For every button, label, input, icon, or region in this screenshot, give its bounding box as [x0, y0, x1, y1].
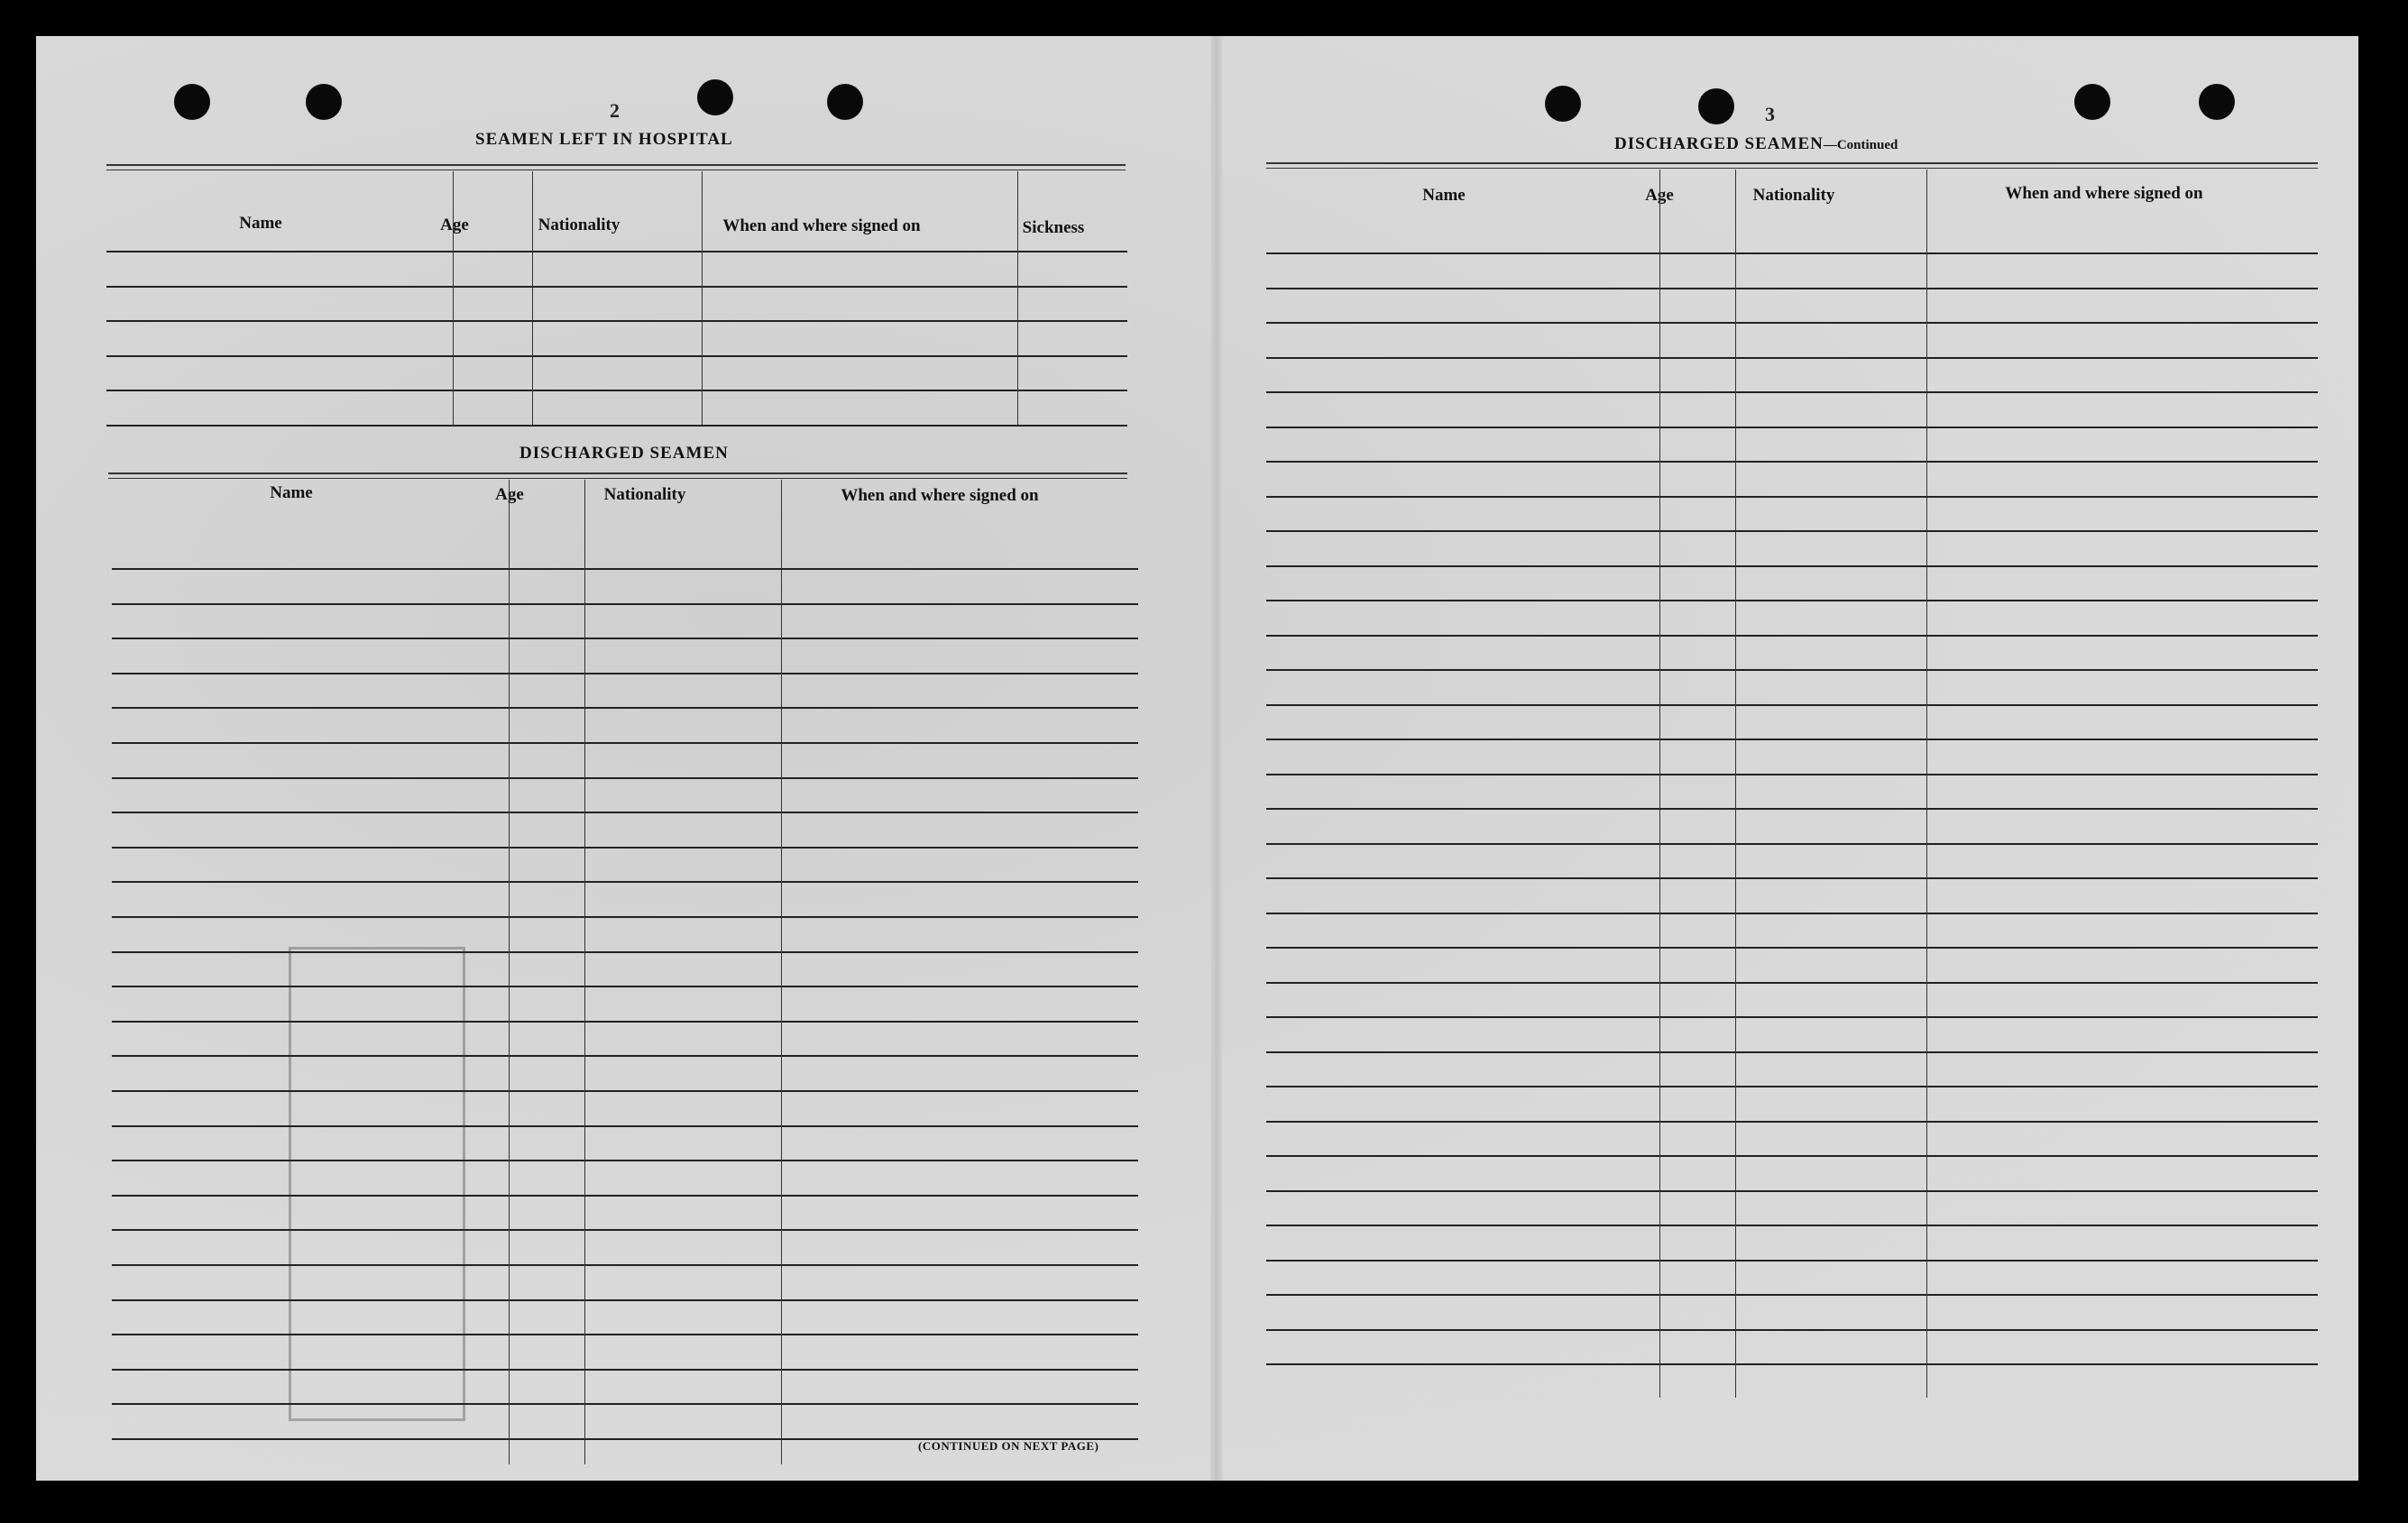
row-line	[106, 320, 1127, 322]
row-line	[106, 286, 1127, 288]
column-line	[453, 171, 454, 426]
punch-hole	[306, 84, 342, 120]
column-header-name: Name	[270, 483, 313, 502]
hospital-section-title: SEAMEN LEFT IN HOSPITAL	[475, 130, 733, 149]
punch-hole	[1545, 86, 1581, 122]
row-line	[1266, 669, 2318, 671]
row-line	[112, 603, 1138, 605]
row-line	[106, 355, 1127, 357]
row-line	[112, 1090, 1138, 1092]
right-section-title-text: DISCHARGED SEAMEN	[1614, 134, 1824, 153]
row-line	[1266, 1260, 2318, 1262]
row-line	[1266, 774, 2318, 775]
left-page-number: 2	[610, 99, 620, 122]
continued-note: (CONTINUED ON NEXT PAGE)	[918, 1439, 1099, 1453]
row-line	[1266, 1190, 2318, 1192]
row-line	[112, 951, 1138, 953]
row-line	[112, 1125, 1138, 1127]
row-line	[1266, 1329, 2318, 1331]
row-line	[112, 1055, 1138, 1057]
column-line	[532, 171, 533, 426]
row-line	[1266, 877, 2318, 879]
row-line	[1266, 461, 2318, 463]
row-line	[1266, 357, 2318, 359]
column-line	[1735, 170, 1736, 1398]
ledger-sheet	[36, 36, 2358, 1481]
row-line	[112, 1160, 1138, 1161]
row-line	[1266, 1363, 2318, 1365]
row-line	[1266, 427, 2318, 428]
column-header-sickness: Sickness	[1022, 218, 1085, 237]
column-header-age: Age	[440, 216, 469, 234]
discharged-section-title: DISCHARGED SEAMEN	[519, 444, 729, 463]
punch-hole	[1698, 88, 1734, 124]
row-line	[112, 742, 1138, 744]
discharged-table-right	[1266, 170, 2318, 1398]
row-line	[1266, 1016, 2318, 1018]
column-header-nationality: Nationality	[1752, 186, 1835, 205]
row-line	[1266, 530, 2318, 532]
column-header-nationality: Nationality	[603, 485, 686, 504]
row-line	[1266, 322, 2318, 324]
row-line	[112, 1021, 1138, 1023]
row-line	[112, 1195, 1138, 1197]
row-line	[1266, 982, 2318, 984]
row-line	[112, 1334, 1138, 1335]
column-line	[1926, 170, 1927, 1398]
row-line	[1266, 843, 2318, 845]
row-line	[1266, 1225, 2318, 1226]
row-line	[1266, 739, 2318, 740]
row-line	[112, 881, 1138, 883]
row-line	[1266, 1051, 2318, 1053]
hospital-table	[106, 171, 1127, 426]
column-line	[702, 171, 703, 426]
column-header-name: Name	[239, 214, 282, 233]
row-line	[1266, 1294, 2318, 1296]
row-line	[1266, 391, 2318, 393]
row-line	[106, 251, 1127, 252]
row-line	[1266, 496, 2318, 498]
title-rule	[108, 472, 1127, 474]
right-section-title	[1614, 134, 1898, 154]
discharged-table-left	[112, 480, 1138, 1464]
row-line	[112, 1403, 1138, 1405]
column-header-signed-on: When and where signed on	[841, 486, 1039, 505]
column-line	[781, 480, 782, 1464]
row-line	[1266, 913, 2318, 914]
column-line	[584, 480, 585, 1464]
row-line	[112, 777, 1138, 779]
row-line	[112, 1369, 1138, 1371]
row-line	[1266, 635, 2318, 637]
row-line	[112, 1299, 1138, 1301]
punch-hole	[174, 84, 210, 120]
column-line	[1659, 170, 1660, 1398]
row-line	[1266, 288, 2318, 289]
column-line	[509, 480, 510, 1464]
row-line	[112, 847, 1138, 849]
row-line	[112, 638, 1138, 639]
punch-hole	[697, 79, 733, 115]
title-rule	[1266, 162, 2318, 164]
row-line	[112, 1229, 1138, 1231]
punch-hole	[827, 84, 863, 120]
title-rule	[106, 164, 1126, 166]
page-fold	[1210, 36, 1223, 1481]
row-line	[112, 707, 1138, 709]
row-line	[1266, 1086, 2318, 1087]
row-line	[112, 673, 1138, 674]
title-rule	[1266, 168, 2318, 169]
column-header-signed-on: When and where signed on	[2005, 184, 2203, 203]
row-line	[1266, 600, 2318, 601]
title-rule	[108, 478, 1127, 479]
row-line	[1266, 1155, 2318, 1157]
row-line	[106, 425, 1127, 427]
row-line	[1266, 808, 2318, 810]
column-header-signed-on: When and where signed on	[722, 216, 921, 235]
row-line	[1266, 947, 2318, 949]
right-section-title-suffix: —Continued	[1823, 138, 1898, 152]
row-line	[1266, 252, 2318, 254]
row-line	[112, 986, 1138, 987]
row-line	[112, 916, 1138, 918]
column-header-name: Name	[1422, 186, 1466, 205]
row-line	[112, 812, 1138, 813]
column-header-nationality: Nationality	[538, 216, 620, 234]
row-line	[1266, 1121, 2318, 1123]
column-line	[1017, 171, 1018, 426]
punch-hole	[2074, 84, 2110, 120]
row-line	[112, 1264, 1138, 1266]
row-line	[112, 568, 1138, 570]
column-header-age: Age	[1645, 186, 1674, 205]
row-line	[1266, 704, 2318, 706]
row-line	[106, 390, 1127, 391]
row-line	[1266, 565, 2318, 567]
column-header-age: Age	[495, 485, 524, 504]
right-page-number: 3	[1765, 103, 1775, 125]
punch-hole	[2199, 84, 2235, 120]
